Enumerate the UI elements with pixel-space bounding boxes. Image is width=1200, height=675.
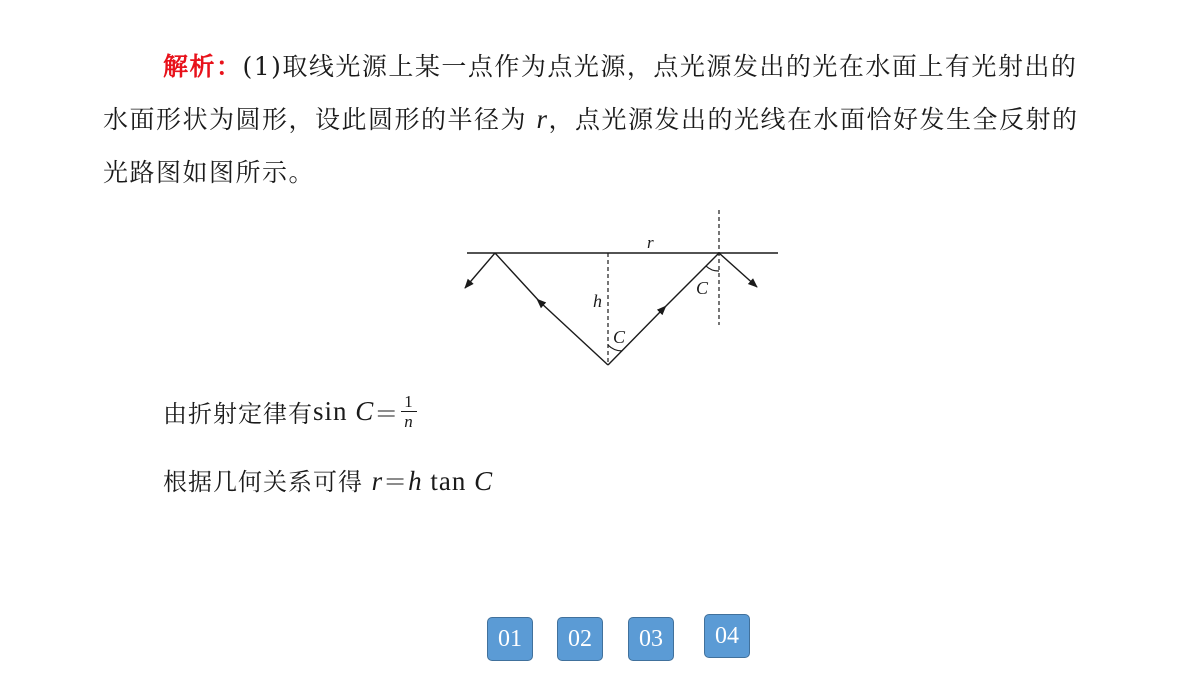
nav-button-01[interactable]: 01 [487, 617, 533, 661]
angle-arc-right [706, 266, 719, 271]
refraction-equation [163, 392, 417, 431]
label-h: h [593, 291, 602, 311]
ray-to-left [540, 302, 608, 365]
light-path-diagram [455, 205, 795, 380]
fraction-one-over-n [401, 392, 417, 431]
reflected-ray-left [465, 253, 495, 288]
nav-button-02[interactable]: 02 [557, 617, 603, 661]
height-h: h [408, 466, 423, 496]
fraction-denominator: n [404, 412, 414, 431]
incident-ray-right-rest [663, 253, 719, 309]
label-c-bottom: C [613, 327, 626, 347]
angle-c: C [474, 466, 494, 496]
analysis-text-part1: (1)取线光源上某一点作为点光源，点光源发出的光在水面上有光射出的水面形状为圆形，设此圆形的半径为 [103, 52, 1078, 134]
radius-r: r [371, 466, 384, 496]
nav-button-03[interactable]: 03 [628, 617, 674, 661]
fraction-numerator: 1 [401, 392, 417, 412]
ray-to-left-rest [495, 253, 540, 302]
geometry-equation [163, 462, 493, 497]
sin-function: sin [313, 396, 356, 426]
equals-sign-2: ＝ [383, 468, 409, 496]
nav-button-04[interactable]: 04 [704, 614, 750, 658]
reflected-ray-right [719, 253, 757, 287]
refraction-equation-prefix: 由折射定律有 [163, 400, 313, 428]
analysis-paragraph [103, 40, 1093, 199]
label-c-right: C [696, 278, 709, 298]
geometry-equation-prefix: 根据几何关系可得 [163, 468, 372, 496]
radius-variable: r [536, 104, 549, 134]
analysis-label: 解析： [163, 52, 243, 81]
analysis-text-part2: ，点光源发出的光线在水面恰好发生全反射的光路图如图所示。 [103, 105, 1079, 187]
label-r: r [647, 233, 654, 252]
angle-variable: C [355, 396, 375, 426]
tan-function: tan [422, 466, 475, 496]
equals-sign: ＝ [374, 400, 400, 428]
